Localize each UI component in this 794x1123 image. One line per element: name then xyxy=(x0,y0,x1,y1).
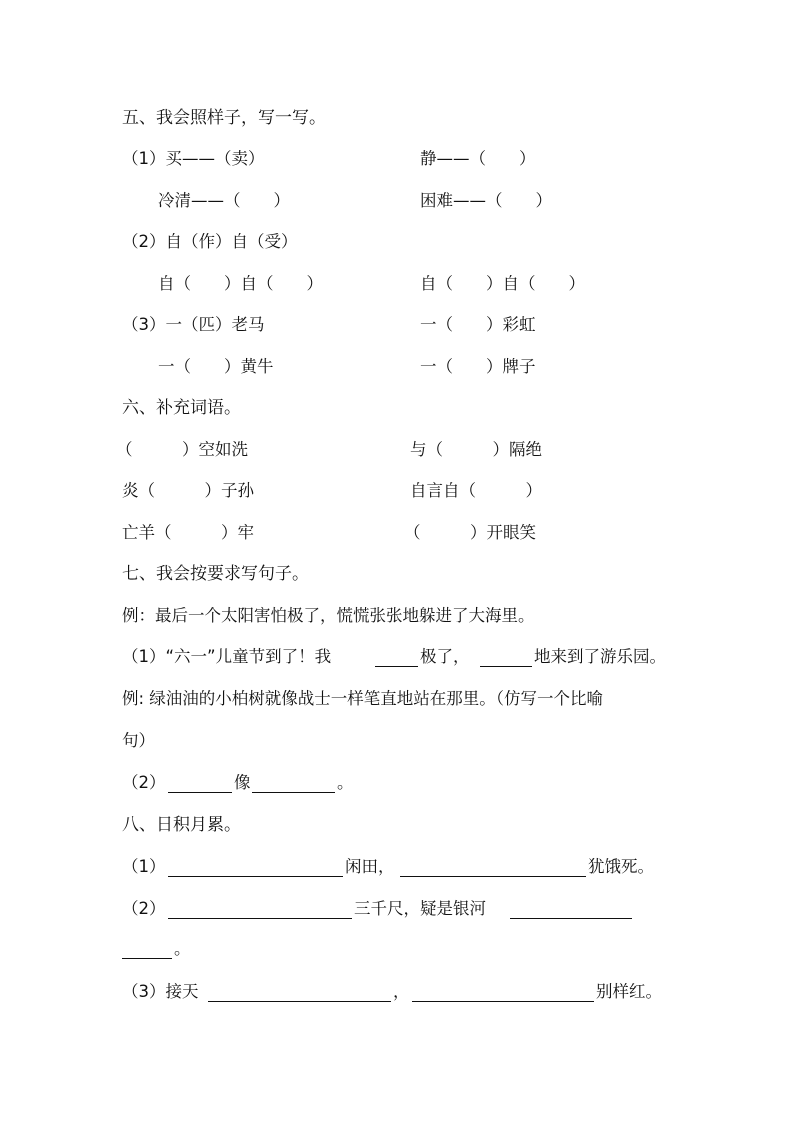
s7-q2-suffix: 。 xyxy=(337,773,354,792)
s6-idiom-6: （ ）开眼笑 xyxy=(404,523,536,542)
s6-idiom-2: 与（ ）隔绝 xyxy=(410,440,542,459)
s7-q1-prefix: （1）“六一”儿童节到了！我 xyxy=(122,647,332,666)
s8-q3-blank-2[interactable] xyxy=(412,1001,594,1002)
s5-example-1: （1）买——（卖） xyxy=(122,149,265,168)
s6-idiom-1: （ ）空如洗 xyxy=(116,440,248,459)
s6-idiom-3: 炎（ ）子孙 xyxy=(122,481,254,500)
s7-q1-blank-2[interactable] xyxy=(480,666,532,667)
s8-q2-prefix: （2） xyxy=(122,899,166,918)
s5-blank-2: 冷清——（ ） xyxy=(158,191,290,210)
s8-q2-blank-2-continued[interactable] xyxy=(122,958,172,959)
s7-q2-blank-1[interactable] xyxy=(168,792,232,793)
s8-q3-prefix: （3）接天 xyxy=(122,982,199,1001)
s8-q3-blank-1[interactable] xyxy=(208,1001,391,1002)
section-6-title: 六、补充词语。 xyxy=(122,398,241,418)
section-5-title: 五、我会照样子，写一写。 xyxy=(122,108,326,128)
s5-blank-3: 困难——（ ） xyxy=(420,191,552,210)
s5-blank-5: 自（ ）自（ ） xyxy=(420,274,585,293)
s6-idiom-5: 亡羊（ ）牢 xyxy=(122,523,254,542)
s5-example-3: （3）一（匹）老马 xyxy=(122,315,265,334)
s5-blank-1: 静——（ ） xyxy=(420,149,536,168)
s7-q1-mid: 极了， xyxy=(420,647,470,666)
s7-q2-mid: 像 xyxy=(234,773,251,792)
s8-q3-mid: ， xyxy=(393,982,410,1001)
s8-q1-mid: 闲田， xyxy=(345,857,395,876)
s5-blank-8: 一（ ）牌子 xyxy=(420,357,536,376)
s5-blank-7: 一（ ）黄牛 xyxy=(158,357,274,376)
s5-blank-4: 自（ ）自（ ） xyxy=(158,274,323,293)
s8-q1-prefix: （1） xyxy=(122,857,166,876)
s8-q2-suffix: 。 xyxy=(174,939,191,958)
s8-q2-mid: 三千尺，疑是银河 xyxy=(354,899,486,918)
section-8-title: 八、日积月累。 xyxy=(122,815,241,835)
s8-q2-blank-1[interactable] xyxy=(168,918,352,919)
s7-example-2-line-1: 例: 绿油油的小柏树就像战士一样笔直地站在那里。（仿写一个比喻 xyxy=(122,689,604,708)
s8-q1-blank-1[interactable] xyxy=(168,876,343,877)
s8-q1-suffix: 犹饿死。 xyxy=(588,857,654,876)
s7-example-1: 例：最后一个太阳害怕极了，慌慌张张地躲进了大海里。 xyxy=(122,606,535,625)
s6-idiom-4: 自言自（ ） xyxy=(410,481,542,500)
s5-blank-6: 一（ ）彩虹 xyxy=(420,315,536,334)
s8-q1-blank-2[interactable] xyxy=(400,876,586,877)
s7-example-2-line-2: 句） xyxy=(122,731,155,750)
section-7-title: 七、我会按要求写句子。 xyxy=(122,564,309,584)
s7-q2-prefix: （2） xyxy=(122,773,166,792)
s8-q3-suffix: 别样红。 xyxy=(596,982,662,1001)
s7-q1-blank-1[interactable] xyxy=(375,666,418,667)
s5-example-2: （2）自（作）自（受） xyxy=(122,232,298,251)
s7-q1-suffix: 地来到了游乐园。 xyxy=(534,647,666,666)
s8-q2-blank-2[interactable] xyxy=(510,918,632,919)
s7-q2-blank-2[interactable] xyxy=(252,792,335,793)
